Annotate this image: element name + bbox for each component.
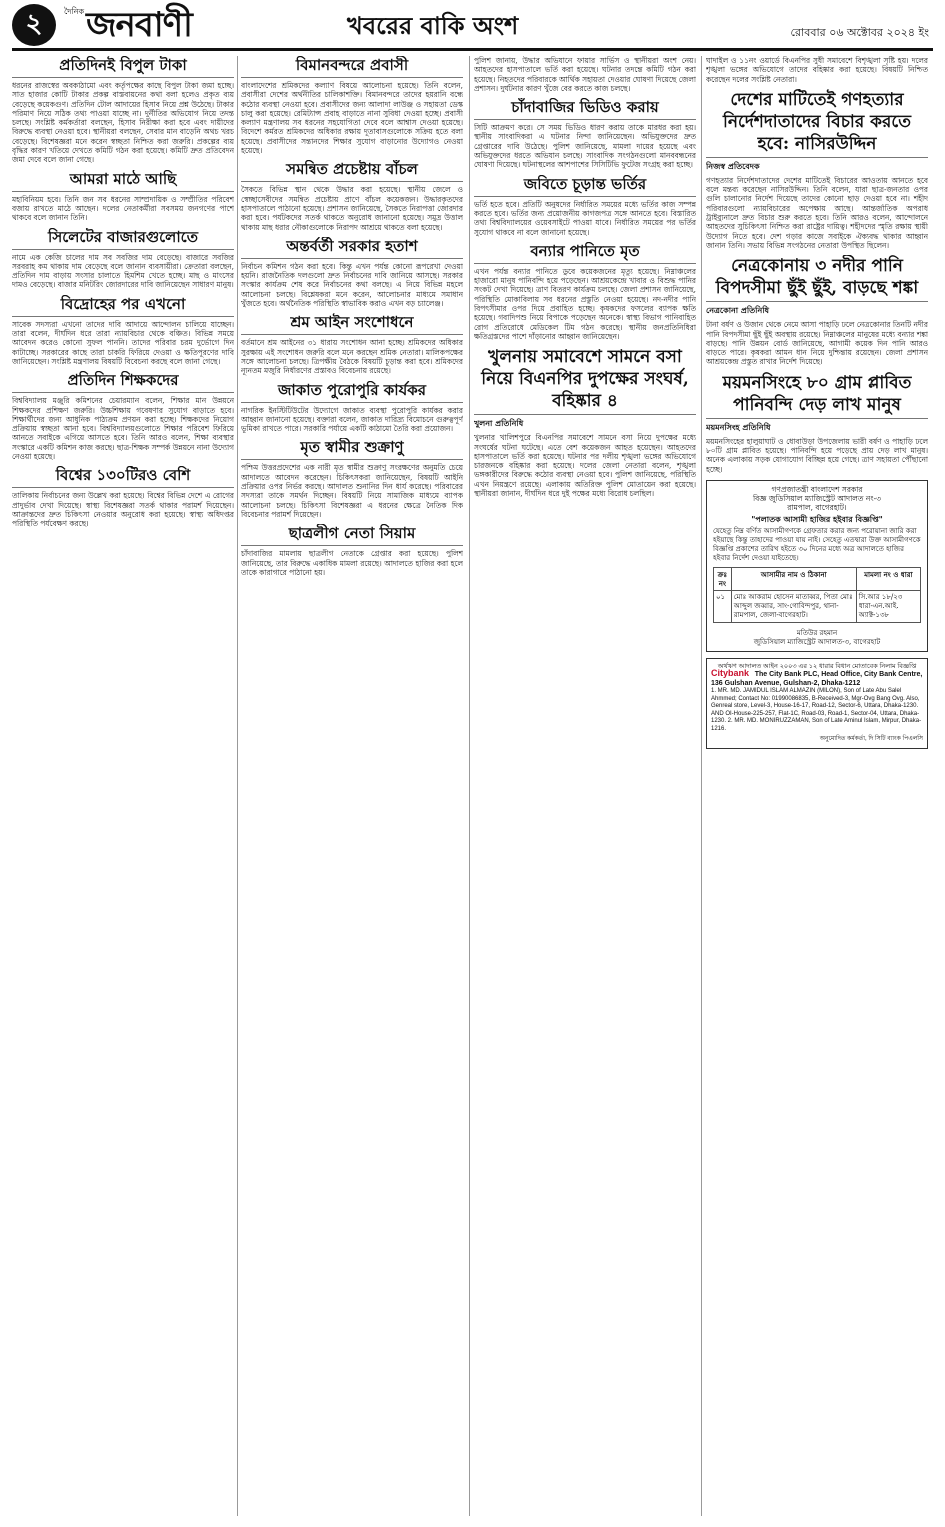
story xyxy=(706,372,928,474)
bank-ad-top-line: অর্থঋণ আদালত আইন ২০০৩ এর ১২ ধারার বিধান মোতাবেক নিলাম বিজ্ঞপ্তি xyxy=(717,662,917,670)
story-body: বাংলাদেশের শ্রমিকদের কল্যাণ বিষয়ে আলোচনা হয়েছে। তিনি বলেন, প্রবাসীরা দেশের অর্থনীতির চালিকাশক্তি। বিমানবন্দরে তাদের হয়রানি বন্ধে কঠোর ব্যবস্থা নেওয়া হবে। প্রবাসীদের জন্য আলাদা লাউঞ্জ ও সহায়তা ডেস্ক চালু করা হয়েছে। রেমিট্যান্স প্রবাহ বাড়াতে নানা সুবিধা দেওয়া হচ্ছে। প্রবাসী কল্যাণ মন্ত্রণালয় সব ধরনের সহযোগিতা দেবে বলে আশ্বাস দেওয়া হয়েছে। বিদেশে কর্মরত শ্রমিকদের অধিকার রক্ষায় দূতাবাসগুলোকে সক্রিয় হতে বলা হয়েছে। প্রবাসীদের সন্তানদের শিক্ষার সুযোগ বাড়ানোর উদ্যোগও নেওয়া হয়েছে। xyxy=(241,81,463,156)
story-body: সিটি আক্রমণ করে। সে সময় ভিডিও ধারণ করায় তাকে মারধর করা হয়। স্থানীয় সাংবাদিকরা এ ঘটনার নিন্দা জানিয়েছেন। অভিযুক্তদের দ্রুত গ্রেপ্তারের দাবি উঠেছে। পুলিশ জানিয়েছে, মামলা দায়ের হয়েছে এবং অভিযুক্তদের ধরতে অভিযান চলছে। সাংবাদিক সংগঠনগুলো মানববন্ধনের ঘোষণা দিয়েছে। ঘটনাস্থলের আশপাশের সিসিটিভি ফুটেজ সংগ্রহ করা হচ্ছে। xyxy=(474,123,696,170)
paper-name: জনবাণী xyxy=(86,5,192,45)
story-body: এখন পর্যন্ত বন্যার পানিতে ডুবে কয়েকজনের মৃত্যু হয়েছে। নিম্নাঞ্চলের হাজারো মানুষ পানিবন্দি হয়ে পড়েছেন। আশ্রয়কেন্দ্রে খাবার ও বিশুদ্ধ পানির সংকট দেখা দিয়েছে। ত্রাণ বিতরণ কার্যক্রম চলছে। জেলা প্রশাসন জানিয়েছে, পরিস্থিতি মোকাবিলায় সব ধরনের প্রস্তুতি নেওয়া হয়েছে। নদ-নদীর পানি বিপৎসীমার ওপর দিয়ে প্রবাহিত হচ্ছে। কৃষকদের ফসলের ব্যাপক ক্ষতি হয়েছে। গবাদিপশু নিয়ে বিপাকে পড়েছেন অনেকে। স্বাস্থ্য বিভাগ পানিবাহিত রোগ প্রতিরোধে মেডিকেল টিম গঠন করেছে। স্থানীয় জনপ্রতিনিধিরা ক্ষতিগ্রস্তদের পাশে দাঁড়ানোর আহ্বান জানিয়েছেন। xyxy=(474,266,696,341)
story-byline: ময়মনসিংহ প্রতিনিধি xyxy=(706,421,771,432)
story xyxy=(12,170,234,223)
story xyxy=(474,242,696,341)
column-divider xyxy=(237,56,238,1516)
story-headline[interactable]: খুলনায় সমাবেশে সামনে বসা নিয়ে বিএনপির দুপক্ষের সংঘর্ষ, বহিষ্কার ৪ xyxy=(474,346,696,415)
table-cell: ০১ xyxy=(714,590,732,622)
story-headline[interactable]: ময়মনসিংহে ৮০ গ্রাম প্লাবিত পানিবন্দি দেড় লাখ মানুষ xyxy=(706,372,928,419)
notice-place: রামপাল, বাগেরহাট। xyxy=(787,502,847,512)
notice-signature: মতিউর রহমান xyxy=(796,628,838,637)
story-body: চাঁদাবাজির মামলায় ছাত্রলীগ নেতাকে গ্রেপ্তার করা হয়েছে। পুলিশ জানিয়েছে, তার বিরুদ্ধে একাধিক মামলা রয়েছে। আদালতে হাজির করা হলে তাকে কারাগারে পাঠানো হয়। xyxy=(241,549,463,577)
story-body: সাবেক সদস্যরা এখনো তাদের দাবি আদায়ে আন্দোলন চালিয়ে যাচ্ছেন। তারা বলেন, দীর্ঘদিন ধরে তারা ন্যায়বিচার থেকে বঞ্চিত। বিভিন্ন সময়ে আবেদন করেও কোনো সুফল পাননি। তাদের পরিবার চরম দুর্ভোগে দিন কাটাচ্ছে। সরকারের কাছে তারা চাকরি ফিরিয়ে দেওয়া ও ক্ষতিপূরণের দাবি জানিয়েছেন। সংশ্লিষ্ট মন্ত্রণালয় বিষয়টি বিবেচনা করছে বলে জানা গেছে। xyxy=(12,319,234,366)
story-body: পশ্চিম উত্তরপ্রদেশের এক নারী মৃত স্বামীর শুক্রাণু সংরক্ষণের অনুমতি চেয়ে আদালতে আবেদন করেছেন। চিকিৎসকরা জানিয়েছেন, বিষয়টি আইনি প্রক্রিয়ার ওপর নির্ভর করছে। আদালত শুনানির দিন ধার্য করেছে। পরিবারের সদস্যরা তাকে সমর্থন দিচ্ছেন। বিষয়টি নিয়ে সামাজিক মাধ্যমে ব্যাপক আলোচনা চলছে। চিকিৎসা বিশেষজ্ঞরা এ ধরনের ক্ষেত্রে নৈতিক দিক বিবেচনার পরামর্শ দিয়েছেন। xyxy=(241,463,463,519)
story-byline: নেত্রকোনা প্রতিনিধি xyxy=(706,305,770,316)
court-notice xyxy=(706,480,928,652)
story-headline[interactable]: সমন্বিত প্রচেষ্টায় বাঁচল xyxy=(241,160,463,182)
notice-signature-title: জুডিসিয়াল ম্যাজিস্ট্রেট আদালত-৩, বাগেরহাট xyxy=(753,637,881,646)
bank-logo: Citybank xyxy=(711,668,750,679)
story-byline: নিজস্ব প্রতিবেদক xyxy=(706,160,760,171)
story-headline[interactable]: বন্যার পানিতে মৃত xyxy=(474,242,696,264)
story-headline[interactable]: ছাত্রলীগ নেতা সিয়াম xyxy=(241,524,463,546)
story-headline[interactable]: সিলেটের বাজারগুলোতে xyxy=(12,228,234,250)
story-body: ধরনের রাজস্বের অবকাঠামো এবং কর্তৃপক্ষের কাছে বিপুল টাকা জমা হচ্ছে। সাত হাজার কোটি টাকার প্রকল্প বাস্তবায়নের কথা বলা হলেও প্রকৃত ব্যয় বেড়েছে কয়েকগুণ। প্রতিদিন টোল আদায়ের হিসাব নিয়ে প্রশ্ন উঠেছে। টাকার পরিমাণ নিয়ে সঠিক তথ্য পাওয়া যাচ্ছে না। দুর্নীতির অভিযোগ নিয়ে তদন্ত চলছে। সংশ্লিষ্ট কর্মকর্তারা বলছেন, হিসাব নিরীক্ষা করা হবে এবং দায়ীদের বিরুদ্ধে ব্যবস্থা নেওয়া হবে। স্থানীয়রা বলছেন, সেবার মান বাড়েনি অথচ খরচ বেড়েছে। বিশেষজ্ঞরা মনে করেন স্বচ্ছতা নিশ্চিত করা জরুরি। প্রকল্পের ব্যয় বৃদ্ধির কারণ খতিয়ে দেখতে কমিটি গঠন করা হয়েছে। কমিটি দ্রুত প্রতিবেদন জমা দেবে বলে জানা গেছে। xyxy=(12,81,234,165)
story-byline: খুলনা প্রতিনিধি xyxy=(474,418,524,429)
story xyxy=(241,381,463,434)
story-headline[interactable]: আমরা মাঠে আছি xyxy=(12,170,234,192)
story xyxy=(12,56,234,165)
table-cell: মোঃ আকরাম হোসেন মাতাব্বর, পিতা মোঃ আব্দুল জব্বার, সাং-গোবিন্দপুর, থানা-রামপাল, জেলা-বাগেরহাট। xyxy=(731,590,856,622)
story-headline[interactable]: নেত্রকোনায় ৩ নদীর পানি বিপদসীমা ছুঁই ছুঁই, বাড়ছে শঙ্কা xyxy=(706,255,928,302)
paper-logo xyxy=(64,5,192,45)
story-body: টানা বর্ষণ ও উজান থেকে নেমে আসা পাহাড়ি ঢলে নেত্রকোনার তিনটি নদীর পানি বিপদসীমা ছুঁই ছুঁই অবস্থায় রয়েছে। নিম্নাঞ্চলের মানুষের মধ্যে বন্যার শঙ্কা বাড়ছে। পানি উন্নয়ন বোর্ড জানিয়েছে, আগামী কয়েক দিন পানি আরও বাড়তে পারে। কৃষকরা আমন ধান নিয়ে দুশ্চিন্তায় রয়েছেন। জেলা প্রশাসন আশ্রয়কেন্দ্র প্রস্তুত রাখার নির্দেশ দিয়েছে। xyxy=(706,320,928,367)
story-continuation xyxy=(474,56,696,93)
table-header: আসামীর নাম ও ঠিকানা xyxy=(731,567,856,590)
story-body: বর্তমানে শ্রম আইনের ৩১ ধারায় সংশোধন আনা হচ্ছে। শ্রমিকদের অধিকার সুরক্ষায় এই সংশোধন জরুরি বলে মনে করছেন শ্রমিক নেতারা। মালিকপক্ষের সঙ্গে আলোচনা চলছে। ত্রিপক্ষীয় বৈঠকে বিষয়টি চূড়ান্ত করা হবে। শ্রমিকদের ন্যূনতম মজুরি নির্ধারণের প্রস্তাবও বিবেচনায় রয়েছে। xyxy=(241,338,463,376)
story-body: সৈকতে বিভিন্ন স্থান থেকে উদ্ধার করা হয়েছে। স্থানীয় জেলে ও স্বেচ্ছাসেবীদের সমন্বিত প্রচেষ্টায় প্রাণে বাঁচল কয়েকজন। উদ্ধারকৃতদের হাসপাতালে পাঠানো হয়েছে। প্রশাসন জানিয়েছে, সৈকতে নিরাপত্তা জোরদার করা হবে। পর্যটকদের সতর্ক থাকতে অনুরোধ জানানো হয়েছে। সমুদ্র উত্তাল থাকায় মাছ ধরার নৌকাগুলোকে নিরাপদ আশ্রয়ে থাকতে বলা হয়েছে। xyxy=(241,185,463,232)
column-4 xyxy=(706,56,928,749)
table-header-row xyxy=(714,567,921,590)
story-headline[interactable]: শ্রম আইন সংশোধনে xyxy=(241,313,463,335)
notice-table xyxy=(713,567,921,623)
story-headline[interactable]: জাকাত পুরোপুরি কার্যকর xyxy=(241,381,463,403)
story-body: নির্বাচন কমিশন গঠন করা হবে। কিন্তু এখন পর্যন্ত কোনো রূপরেখা দেওয়া হয়নি। রাজনৈতিক দলগুলো দ্রুত নির্বাচনের দাবি জানিয়ে আসছে। সরকার সংস্কার কার্যক্রম শেষ করে নির্বাচনের কথা বলছে। এ নিয়ে বিভিন্ন মহলে আলোচনা চলছে। বিশ্লেষকরা মনে করেন, আলোচনার মাধ্যমে সমাধান খুঁজতে হবে। অর্থনৈতিক পরিস্থিতি স্বাভাবিক করাও এখন বড় চ্যালেঞ্জ। xyxy=(241,261,463,309)
story-body: খুলনার খালিশপুরে বিএনপির সমাবেশে সামনে বসা নিয়ে দুপক্ষের মধ্যে সংঘর্ষের ঘটনা ঘটেছে। এতে বেশ কয়েকজন আহত হয়েছেন। আহতদের হাসপাতালে ভর্তি করা হয়েছে। ঘটনার পর দলীয় শৃঙ্খলা ভঙ্গের অভিযোগে চারজনকে বহিষ্কার করা হয়েছে। দলের জেলা নেতারা বলেন, শৃঙ্খলা ভঙ্গকারীদের বিরুদ্ধে কঠোর ব্যবস্থা নেওয়া হবে। পুলিশ জানিয়েছে, পরিস্থিতি এখন নিয়ন্ত্রণে রয়েছে। এলাকায় অতিরিক্ত পুলিশ মোতায়েন করা হয়েছে। স্থানীয়রা জানান, দীর্ঘদিন ধরে দুই পক্ষের মধ্যে বিরোধ চলছিল। xyxy=(474,433,696,499)
column-divider xyxy=(701,56,702,1516)
story-body: নাগরিক ইনস্টিটিউটের উদ্যোগে জাকাত ব্যবস্থা পুরোপুরি কার্যকর করার আহ্বান জানানো হয়েছে। বক্তারা বলেন, জাকাত দারিদ্র্য বিমোচনে গুরুত্বপূর্ণ ভূমিকা রাখতে পারে। সরকারি পর্যায়ে একটি কাঠামো তৈরি করা প্রয়োজন। xyxy=(241,405,463,434)
masthead xyxy=(12,2,933,51)
story-headline[interactable]: বিদ্রোহের পর এখনো xyxy=(12,295,234,317)
story xyxy=(241,438,463,519)
bank-ad-footer: অনুমোদিত কর্মকর্তা, দি সিটি ব্যাংক পিএলসি xyxy=(819,736,923,743)
story-body: গণহত্যার নির্দেশদাতাদের দেশের মাটিতেই বিচারের আওতায় আনতে হবে বলে মন্তব্য করেছেন নাসিরউদ্দিন। তিনি বলেন, যারা ছাত্র-জনতার ওপর গুলি চালানোর নির্দেশ দিয়েছে তাদের কোনো ছাড় দেওয়া হবে না। শহীদ পরিবারগুলো ন্যায়বিচারের অপেক্ষায় আছে। আন্তর্জাতিক অপরাধ ট্রাইব্যুনালে দ্রুত বিচার শুরু করতে হবে। তিনি আরও বলেন, আন্দোলনে আহতদের সুচিকিৎসা নিশ্চিত করা রাষ্ট্রের দায়িত্ব। শহীদদের স্মৃতি রক্ষায় স্থায়ী উদ্যোগ নিতে হবে। দেশ গড়ার কাজে সবাইকে ঐক্যবদ্ধ থাকার আহ্বান জানান তিনি। সভায় বিভিন্ন সংগঠনের নেতারা উপস্থিত ছিলেন। xyxy=(706,175,928,250)
page-number-badge: ২ xyxy=(12,4,56,46)
dateline: রোববার ০৬ অক্টোবর ২০২৪ ইং xyxy=(790,26,929,39)
story xyxy=(241,56,463,155)
bank-ad-body: 1. MR. MD. JAMIDUL ISLAM ALMAZIN (MILON), Son of Late Abu Salel Ahmmed; Contact No: 01990086835, B-Received-3, Mgr-Ovg Bang Ovg. Also, Genreal store, Level-3, House-16-17, Road-12, Sector-6, Uttara, Dhaka-1230. AND OI-House-225-257, Flat-1C, Road-03, Road-1, Sector-04, Uttara, Dhaka-1230. 2. MR. MD. MONIRUZZAMAN, Son of Late Aminul Islam, Mirpur, Dhaka-1216. xyxy=(711,688,922,732)
story xyxy=(241,524,463,577)
story-body: বিশ্ববিদ্যালয় মঞ্জুরি কমিশনের চেয়ারম্যান বলেন, শিক্ষার মান উন্নয়নে শিক্ষকদের প্রশিক্ষণ জরুরি। উচ্চশিক্ষায় গবেষণার সুযোগ বাড়াতে হবে। শিক্ষার্থীদের জন্য আধুনিক পাঠ্যক্রম প্রণয়ন করা হচ্ছে। শিক্ষকদের নিয়োগ প্রক্রিয়ায় স্বচ্ছতা আনা হবে। বিশ্ববিদ্যালয়গুলোতে শিক্ষার পরিবেশ ফিরিয়ে আনতে সবাইকে এগিয়ে আসতে হবে। তিনি আরও বলেন, শিক্ষা ব্যবস্থার সংস্কারে একটি কমিশন কাজ করছে। ছাত্র-শিক্ষক সম্পর্ক উন্নয়নে নানা উদ্যোগ নেওয়া হয়েছে। xyxy=(12,396,234,462)
story xyxy=(12,466,234,528)
table-header: ক্রঃ নং xyxy=(714,567,732,590)
story-body: মহাবিনিয়ম হবে। তিনি জন সব ধরনের সাম্প্রদায়িক ও সম্প্রীতির পরিবেশ বজায় রাখতে মাঠে আছেন। দলের নেতাকর্মীরা সবসময় জনগণের পাশে থাকবে বলে জানান তিনি। xyxy=(12,194,234,223)
story xyxy=(241,313,463,375)
table-cell: সি.আর ১৮/২৩ ধারা-এন.আই. অ্যাক্ট-১৩৮ xyxy=(856,590,920,622)
story xyxy=(241,237,463,308)
story-headline[interactable]: জবিতে চূড়ান্ত ভর্তির xyxy=(474,175,696,197)
story xyxy=(241,160,463,231)
story xyxy=(706,255,928,366)
story-headline[interactable]: অন্তর্বর্তী সরকার হতাশ xyxy=(241,237,463,259)
story xyxy=(12,295,234,366)
story-body: ভর্তি হতে হবে। প্রতিটি অনুষদের নির্ধারিত সময়ের মধ্যে ভর্তির কাজ সম্পন্ন করতে হবে। ভর্তির জন্য প্রয়োজনীয় কাগজপত্র সঙ্গে আনতে হবে। বিস্তারিত তথ্য বিশ্ববিদ্যালয়ের ওয়েবসাইটে পাওয়া যাবে। নির্ধারিত সময়ের পর ভর্তির সুযোগ থাকবে না বলে জানানো হয়েছে। xyxy=(474,199,696,237)
story xyxy=(474,175,696,237)
bank-auction-notice xyxy=(706,658,928,749)
column-2 xyxy=(241,56,463,582)
story-headline[interactable]: চাঁদাবাজির ভিডিও করায় xyxy=(474,98,696,120)
story xyxy=(12,228,234,290)
story-headline[interactable]: প্রতিদিন শিক্ষকদের xyxy=(12,371,234,393)
story-headline[interactable]: মৃত স্বামীর শুক্রাণু xyxy=(241,438,463,460)
notice-header: গণপ্রজাতন্ত্রী বাংলাদেশ সরকার xyxy=(771,484,863,494)
section-title: খবরের বাকি অংশ xyxy=(347,11,519,40)
story-headline[interactable]: বিশ্বের ১৩০টিরও বেশি xyxy=(12,466,234,488)
notice-court: বিজ্ঞ জুডিসিয়াল ম্যাজিস্ট্রেট আদালত নং-৩ xyxy=(752,493,882,503)
table-row xyxy=(714,590,921,622)
table-header: মামলা নং ও ধারা xyxy=(856,567,920,590)
paper-tag: দৈনিক xyxy=(64,7,85,16)
column-1 xyxy=(12,56,234,534)
story-headline[interactable]: দেশের মাটিতেই গণহত্যার নির্দেশদাতাদের বিচার করতে হবে: নাসিরউদ্দিন xyxy=(706,89,928,158)
story-body: ময়মনসিংহের হালুয়াঘাট ও ধোবাউড়া উপজেলায় ভারী বর্ষণ ও পাহাড়ি ঢলে ৮০টি গ্রাম প্লাবিত হয়েছে। পানিবন্দি হয়ে পড়েছে প্রায় দেড় লাখ মানুষ। অনেক এলাকায় সড়ক যোগাযোগ বিচ্ছিন্ন হয়ে গেছে। ত্রাণ সহায়তা পৌঁছানো হচ্ছে। xyxy=(706,436,928,474)
story xyxy=(706,89,928,250)
story-body: নামে এক কেজি চালের দাম সব সবজির দাম বেড়েছে। বাজারে সবজির সরবরাহ কম থাকায় দাম বেড়েছে বলে জানান ব্যবসায়ীরা। ক্রেতারা বলছেন, প্রতিদিন দাম বাড়ায় সংসার চালাতে হিমশিম খেতে হচ্ছে। মাছ ও মাংসের দামও বেড়েছে। বাজার মনিটরিং জোরদারের দাবি জানিয়েছেন সাধারণ মানুষ। xyxy=(12,252,234,290)
bank-name: The City Bank PLC, Head Office, City Bank Centre, 136 Gulshan Avenue, Gulshan-2, Dhaka-1212 xyxy=(711,671,923,687)
story-body: ঘাদাইল ও ১১নং ওয়ার্ডে বিএনপির সুধী সমাবেশে বিশৃঙ্খলা সৃষ্টি হয়। দলের শৃঙ্খলা ভঙ্গের অভিযোগে তাদের বহিষ্কার করা হয়েছে। বিষয়টি নিশ্চিত করেছেন দলের সংশ্লিষ্ট নেতারা। xyxy=(706,56,928,84)
story-headline[interactable]: প্রতিদিনই বিপুল টাকা xyxy=(12,56,234,78)
story xyxy=(12,371,234,461)
story-headline[interactable]: বিমানবন্দরে প্রবাসী xyxy=(241,56,463,78)
story xyxy=(474,98,696,169)
story-continuation xyxy=(706,56,928,84)
story-body: পুলিশ জানায়, উদ্ধার অভিযানে ফায়ার সার্ভিস ও স্থানীয়রা অংশ নেয়। আহতদের হাসপাতালে ভর্তি করা হয়েছে। ঘটনার তদন্তে কমিটি গঠন করা হয়েছে। নিহতদের পরিবারকে আর্থিক সহায়তা দেওয়ার ঘোষণা দিয়েছে জেলা প্রশাসন। দুর্ঘটনার কারণ খুঁজে বের করতে কাজ চলছে। xyxy=(474,56,696,93)
notice-title: "পলাতক আসামী হাজির হইবার বিজ্ঞপ্তি" xyxy=(751,513,883,524)
story xyxy=(474,346,696,498)
story-body: তালিকায় নির্বাচনের জন্য উল্লেখ করা হয়েছে। বিশ্বের বিভিন্ন দেশে এ রোগের প্রাদুর্ভাব দেখা দিয়েছে। স্বাস্থ্য বিশেষজ্ঞরা সতর্ক থাকার পরামর্শ দিয়েছেন। আক্রান্তদের দ্রুত চিকিৎসা নেওয়ার অনুরোধ করা হয়েছে। স্বাস্থ্য অধিদপ্তর পরিস্থিতি পর্যবেক্ষণ করছে। xyxy=(12,491,234,529)
column-divider xyxy=(469,56,470,1516)
notice-body: যেহেতু নিম্ন বর্ণিত আসামীগণকে গ্রেফতার করার জন্য পরোয়ানা জারি করা হইয়াছে কিন্তু তাহাদের পাওয়া যায় নাই। সেহেতু এতদ্বারা উক্ত আসামীগণকে বিজ্ঞপ্তি প্রকাশের তারিখ হইতে ৩০ দিনের মধ্যে অত্র আদালতে হাজির হইবার নির্দেশ দেওয়া যাইতেছে। xyxy=(713,526,921,562)
column-3 xyxy=(474,56,696,503)
